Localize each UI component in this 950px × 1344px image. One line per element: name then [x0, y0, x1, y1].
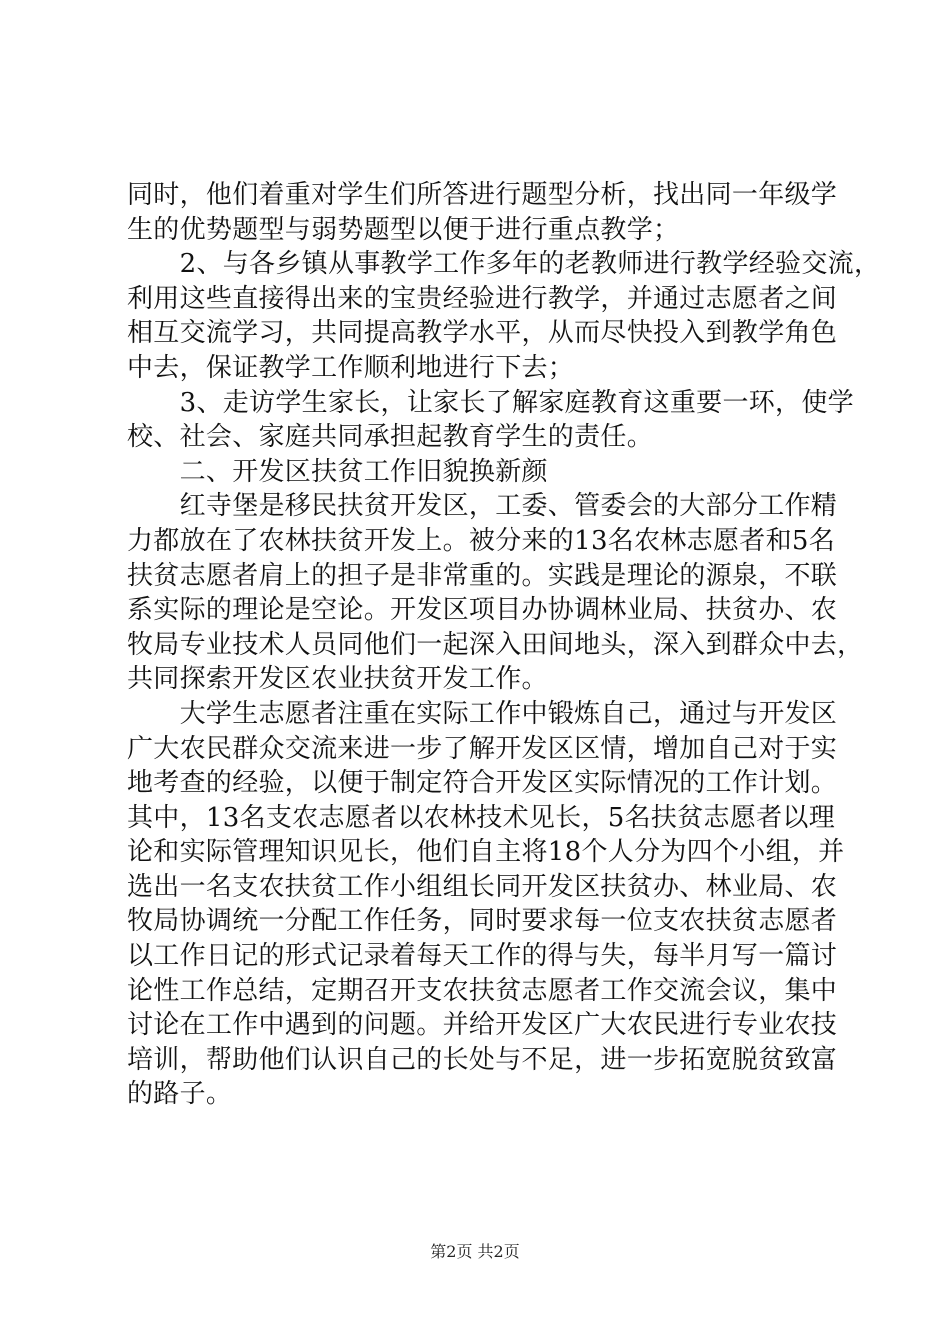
text-line: 讨论在工作中遇到的问题。并给开发区广大农民进行专业农技	[127, 1010, 838, 1041]
text-line: 3、走访学生家长，让家长了解家庭教育这重要一环，使学	[127, 387, 854, 418]
text-line: 论和实际管理知识见长，他们自主将18个人分为四个小组，并	[127, 837, 845, 868]
text-line: 地考查的经验，以便于制定符合开发区实际情况的工作计划。	[127, 768, 838, 799]
text-line: 2、与各乡镇从事教学工作多年的老教师进行教学经验交流，	[127, 249, 881, 280]
text-line: 生的优势题型与弱势题型以便于进行重点教学；	[127, 214, 680, 245]
text-line: 以工作日记的形式记录着每天工作的得与失，每半月写一篇讨	[127, 941, 838, 972]
text-line: 共同探索开发区农业扶贫开发工作。	[127, 664, 548, 695]
text-line: 红寺堡是移民扶贫开发区，工委、管委会的大部分工作精	[127, 491, 838, 522]
text-line: 其中，13名支农志愿者以农林技术见长，5名扶贫志愿者以理	[127, 802, 836, 833]
text-line: 扶贫志愿者肩上的担子是非常重的。实践是理论的源泉，不联	[127, 560, 838, 591]
text-line: 系实际的理论是空论。开发区项目办协调林业局、扶贫办、农	[127, 595, 838, 626]
text-line: 同时，他们着重对学生们所答进行题型分析，找出同一年级学	[127, 180, 838, 210]
text-line: 选出一名支农扶贫工作小组组长同开发区扶贫办、林业局、农	[127, 871, 838, 902]
section-heading: 二、开发区扶贫工作旧貌换新颜	[127, 456, 548, 487]
text-line: 力都放在了农林扶贫开发上。被分来的13名农林志愿者和5名	[127, 525, 836, 556]
text-line: 中去，保证教学工作顺利地进行下去；	[127, 352, 575, 383]
document-body	[127, 178, 881, 1112]
text-line: 的路子。	[127, 1079, 233, 1110]
text-line: 培训，帮助他们认识自己的长处与不足，进一步拓宽脱贫致富	[127, 1044, 838, 1075]
text-line: 牧局专业技术人员同他们一起深入田间地头，深入到群众中去，	[127, 629, 864, 660]
text-line: 利用这些直接得出来的宝贵经验进行教学，并通过志愿者之间	[127, 283, 838, 314]
text-line: 校、社会、家庭共同承担起教育学生的责任。	[127, 422, 654, 453]
text-line: 相互交流学习，共同提高教学水平，从而尽快投入到教学角色	[127, 318, 838, 349]
text-line: 大学生志愿者注重在实际工作中锻炼自己，通过与开发区	[127, 698, 838, 729]
text-line: 牧局协调统一分配工作任务，同时要求每一位支农扶贫志愿者	[127, 906, 838, 937]
text-line: 论性工作总结，定期召开支农扶贫志愿者工作交流会议，集中	[127, 975, 838, 1006]
page-number-footer: 第2页 共2页	[430, 1242, 520, 1261]
text-line: 广大农民群众交流来进一步了解开发区区情，增加自己对于实	[127, 733, 838, 764]
